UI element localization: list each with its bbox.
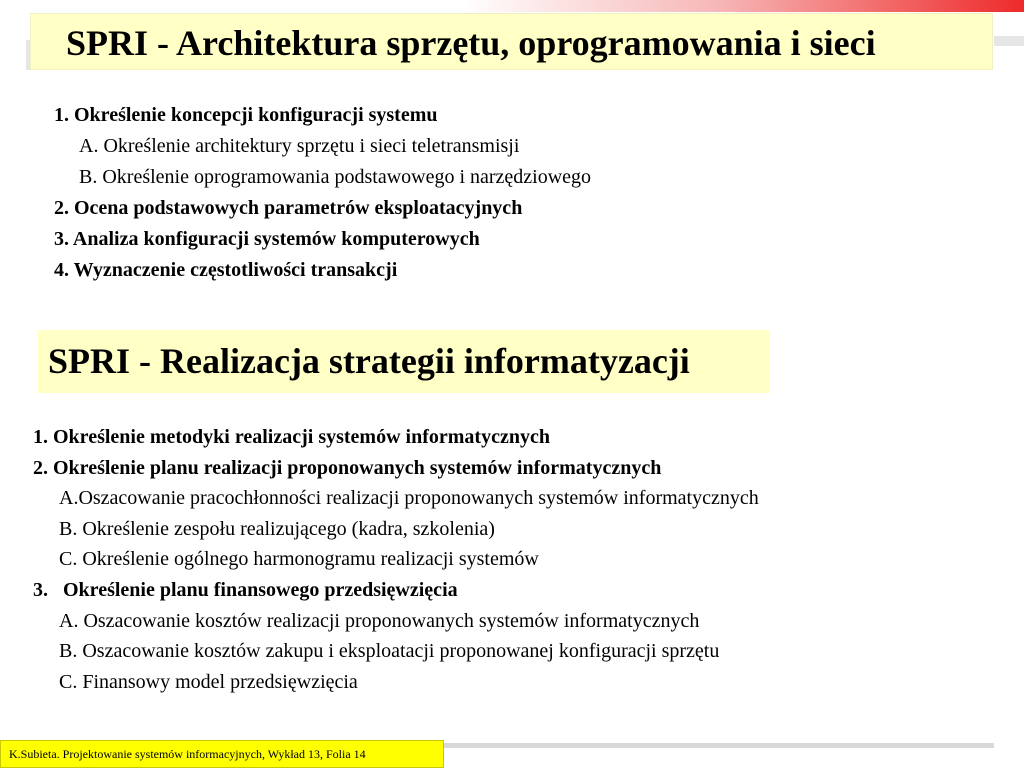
slide-title-strategy: SPRI - Realizacja strategii informatyzacji bbox=[48, 341, 690, 381]
list-item: 3. Analiza konfiguracji systemów komputerowych bbox=[54, 228, 480, 250]
list-item: 1. Określenie metodyki realizacji systemów informatycznych bbox=[33, 426, 550, 448]
list-item: A.Oszacowanie pracochłonności realizacji proponowanych systemów informatycznych bbox=[59, 487, 759, 510]
list-item: B. Określenie oprogramowania podstawowego i narzędziowego bbox=[79, 166, 592, 188]
list-item: 2. Określenie planu realizacji proponowanych systemów informatycznych bbox=[33, 456, 662, 479]
strategy-list bbox=[33, 422, 759, 697]
list-item: A. Określenie architektury sprzętu i sieci teletransmisji bbox=[79, 135, 520, 157]
architecture-list bbox=[54, 100, 591, 286]
list-item: 1. Określenie koncepcji konfiguracji systemu bbox=[54, 104, 438, 126]
footer-label: K.Subieta. Projektowanie systemów informacyjnych, Wykład 13, Folia 14 bbox=[0, 740, 444, 768]
slide-title-architecture: SPRI - Architektura sprzętu, oprogramowania i sieci bbox=[66, 23, 876, 63]
footer-divider bbox=[444, 743, 994, 748]
list-item: C. Finansowy model przedsięwzięcia bbox=[59, 670, 358, 693]
list-item: 4. Wyznaczenie częstotliwości transakcji bbox=[54, 259, 398, 281]
top-accent-gradient bbox=[0, 0, 1024, 12]
right-decor-stripe bbox=[994, 36, 1024, 46]
list-item: A. Oszacowanie kosztów realizacji proponowanych systemów informatycznych bbox=[59, 609, 700, 632]
list-item: 3. Określenie planu finansowego przedsięwzięcia bbox=[33, 578, 458, 601]
list-item: 2. Ocena podstawowych parametrów eksploatacyjnych bbox=[54, 197, 523, 219]
list-item: B. Oszacowanie kosztów zakupu i eksploatacji proponowanej konfiguracji sprzętu bbox=[59, 640, 720, 663]
list-item: B. Określenie zespołu realizującego (kadra, szkolenia) bbox=[59, 517, 495, 540]
list-item: C. Określenie ogólnego harmonogramu realizacji systemów bbox=[59, 548, 539, 571]
